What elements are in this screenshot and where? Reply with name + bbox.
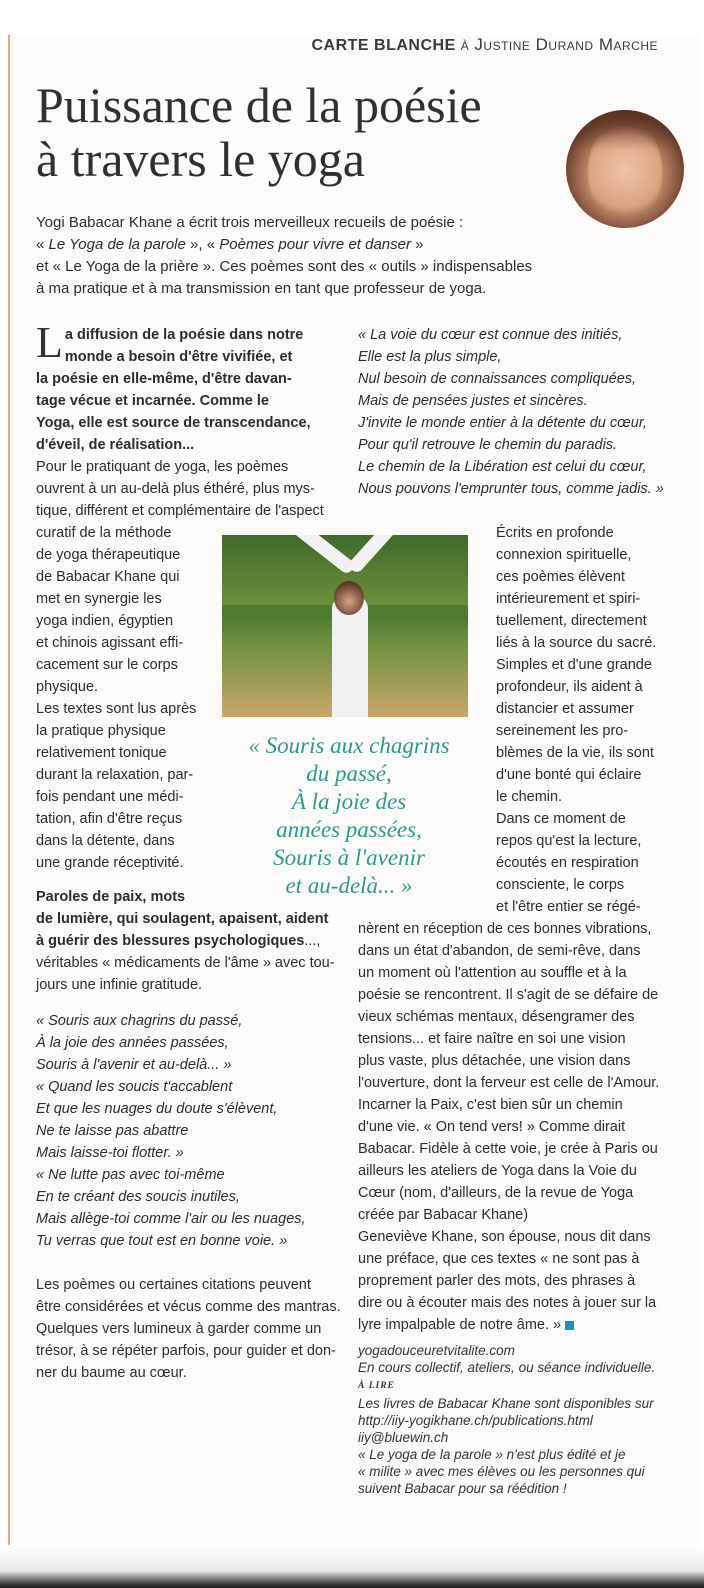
text-line: véritables « médicaments de l'âme » avec tou- (36, 955, 335, 971)
text-line: connexion spirituelle, (496, 547, 632, 563)
end-mark-icon (565, 1321, 574, 1330)
lead-paragraph (36, 318, 342, 456)
text-line: dans la détente, dans (36, 833, 175, 849)
bold-line: de lumière, qui soulagent, apaisent, aident (36, 911, 329, 927)
alire-line: suivent Babacar pour sa réédition ! (358, 1481, 567, 1496)
poem-line: Et que les nuages du doute s'élèvent, (36, 1101, 278, 1117)
text-line: et chinois agissant effi- (36, 635, 184, 651)
poem-left (36, 1010, 342, 1252)
lead-line: la poésie en elle-même, d'être davan- (36, 371, 292, 387)
bold-tail: ..., (304, 933, 321, 949)
text-line: une préface, que ces textes « ne sont pas à (358, 1251, 640, 1267)
text-line: proprement parler des mots, des phrases à (358, 1273, 636, 1289)
poem-line: Nous pouvons l'emprunter tous, comme jadis. » (358, 481, 664, 497)
text-line: blèmes de la vie, ils sont (496, 745, 654, 761)
pullquote-line: du passé, (306, 761, 392, 786)
text-line: d'une bonté qui éclaire (496, 767, 642, 783)
text-line: Quelques vers lumineux à garder comme un (36, 1321, 322, 1337)
text-line: et l'être entier se régé- (496, 899, 641, 915)
text-line: dans un état d'abandon, de semi-rêve, dans (358, 943, 641, 959)
intro-line-4: à ma pratique et à ma transmission en tant que professeur de yoga. (36, 280, 487, 297)
text-line: fois pendant une médi- (36, 789, 184, 805)
text-line: tique, différent et complémentaire de l'aspect (36, 503, 324, 519)
text-line: ner du baume au cœur. (36, 1365, 187, 1381)
text-line: une grande réceptivité. (36, 855, 184, 871)
intro-line-3: et « Le Yoga de la prière ». Ces poèmes sont des « outils » indispensables (36, 258, 533, 275)
intro-line-1: Yogi Babacar Khane a écrit trois merveilleux recueils de poésie : (36, 214, 464, 231)
text-line: ouvrent à un au-delà plus éthéré, plus mys- (36, 481, 315, 497)
text-line: cacement sur le corps (36, 657, 178, 673)
text-line: jours une infinie gratitude. (36, 977, 203, 993)
text-line: distancier et assumer (496, 701, 634, 717)
pullquote-line: À la joie des (291, 789, 407, 814)
text-line: de yoga thérapeutique (36, 547, 181, 563)
bold-line: à guérir des blessures psychologiques (36, 933, 305, 949)
poem-right (358, 324, 688, 500)
text-line: tuellement, directement (496, 613, 647, 629)
text-line: dire ou à écouter mais des notes à jouer sur la (358, 1295, 657, 1311)
poem-line: Mais de pensées justes et sincères. (358, 393, 588, 409)
article-title (36, 78, 576, 186)
lead-line: Yoga, elle est source de transcendance, (36, 415, 311, 431)
pullquote-line: « Souris aux chagrins (248, 733, 450, 758)
paragraph-3 (36, 886, 342, 996)
text-line: physique. (36, 679, 99, 695)
poem-line: Ne te laisse pas abattre (36, 1123, 189, 1139)
website-note: En cours collectif, ateliers, ou séance individuelle. (358, 1360, 656, 1375)
header-suffix: à Justine Durand Marche (460, 35, 658, 54)
title-line-2: à travers le yoga (36, 131, 366, 187)
text-line: Les poèmes ou certaines citations peuvent (36, 1277, 311, 1293)
text-line: de Babacar Khane qui (36, 569, 180, 585)
poem-line: À la joie des années passées, (36, 1035, 229, 1051)
alire-line: Les livres de Babacar Khane sont disponibles sur (358, 1396, 654, 1411)
text-line: trésor, à se répéter parfois, pour guider et don- (36, 1343, 336, 1359)
text-line: un moment où l'attention au souffle et à la (358, 965, 627, 981)
poem-line: Mais laisse-toi flotter. » (36, 1145, 184, 1161)
alire-line: « milite » avec mes élèves ou les personnes qui (358, 1464, 645, 1479)
drop-cap: L (36, 318, 63, 367)
poem-line: Mais allège-toi comme l'air ou les nuages, (36, 1211, 306, 1227)
text-line: l'ouverture, dont la ferveur est celle de l'Amour. (358, 1075, 660, 1091)
column-right-narrow (496, 522, 688, 918)
section-header (311, 35, 658, 55)
lead-line: tage vécue et incarnée. Comme le (36, 393, 269, 409)
text-line: Écrits en profonde (496, 525, 614, 541)
text-line: la pratique physique (36, 723, 166, 739)
pullquote-line: Souris à l'avenir (273, 845, 425, 870)
poem-line: Souris à l'avenir et au-delà... » (36, 1057, 232, 1073)
text-line: lyre impalpable de notre âme. » (358, 1317, 562, 1333)
text-line: sereinement les pro- (496, 723, 629, 739)
text-line: yoga indien, égyptien (36, 613, 174, 629)
text-line: Geneviève Khane, son épouse, nous dit dans (358, 1229, 651, 1245)
publications-link[interactable]: http://iiy-yogikhane.ch/publications.html (358, 1413, 593, 1428)
text-line: plus vaste, plus détachée, une vision dans (358, 1053, 631, 1069)
header-label: CARTE BLANCHE (311, 37, 456, 54)
pull-quote (214, 732, 484, 900)
website-link[interactable]: yogadouceuretvitalite.com (358, 1343, 515, 1358)
lead-line: a diffusion de la poésie dans notre (64, 327, 304, 343)
text-line: Dans ce moment de (496, 811, 626, 827)
poem-line: J'invite le monde entier à la détente du cœur, (358, 415, 647, 431)
intro-line-2: « Le Yoga de la parole », « Poèmes pour vivre et danser » (36, 236, 424, 253)
text-line: poésie se rencontrent. Il s'agit de se défaire de (358, 987, 659, 1003)
yoga-photo (222, 535, 468, 717)
poem-line: « La voie du cœur est connue des initiés, (358, 327, 623, 343)
text-line: profondeur, ils aident à (496, 679, 643, 695)
text-line: repos qu'est la lecture, (496, 833, 642, 849)
alire-line: « Le yoga de la parole » n'est plus édité et je (358, 1447, 626, 1462)
text-line: relativement tonique (36, 745, 167, 761)
text-line: ces poèmes élèvent (496, 569, 625, 585)
text-line: ailleurs les ateliers de Yoga dans la Voie du (358, 1163, 637, 1179)
poem-line: Nul besoin de connaissances compliquées, (358, 371, 637, 387)
lead-line: d'éveil, de réalisation... (36, 437, 195, 453)
poem-line: Elle est la plus simple, (358, 349, 502, 365)
text-line: consciente, le corps (496, 877, 625, 893)
pullquote-line: et au-delà... » (285, 873, 413, 898)
text-line: le chemin. (496, 789, 563, 805)
poem-line: « Ne lutte pas avec toi-même (36, 1167, 225, 1183)
book-title-2: Poèmes pour vivre et danser (219, 236, 411, 253)
text-line: Les textes sont lus après (36, 701, 197, 717)
text-line: Simples et d'une grande (496, 657, 652, 673)
text-line: durant la relaxation, par- (36, 767, 194, 783)
text-line: écoutés en respiration (496, 855, 639, 871)
text-line: Incarner la Paix, c'est bien sûr un chemin (358, 1097, 623, 1113)
scan-bottom-edge (0, 1545, 704, 1588)
bold-line: Paroles de paix, mots (36, 889, 186, 905)
sources-block (358, 1342, 688, 1497)
email-link[interactable]: iiy@bluewin.ch (358, 1430, 449, 1445)
poem-line: En te créant des soucis inutiles, (36, 1189, 240, 1205)
article-intro (36, 212, 576, 300)
alire-label: À LIRE (358, 1381, 395, 1391)
text-line: d'une vie. « On tend vers! » Comme dirait (358, 1119, 626, 1135)
text-line: Cœur (nom, d'ailleurs, de la revue de Yoga (358, 1185, 634, 1201)
title-line-1: Puissance de la poésie (36, 77, 482, 133)
text-line: liés à la source du sacré. (496, 635, 657, 651)
poem-line: « Souris aux chagrins du passé, (36, 1013, 243, 1029)
text-line: tensions... et faire naître en soi une vision (358, 1031, 626, 1047)
text-line: Pour le pratiquant de yoga, les poèmes (36, 459, 289, 475)
pullquote-line: années passées, (276, 817, 422, 842)
text-line: tation, afin d'être reçus (36, 811, 183, 827)
poem-line: « Quand les soucis t'accablent (36, 1079, 233, 1095)
poem-line: Le chemin de la Libération est celui du cœur, (358, 459, 647, 475)
author-portrait (566, 110, 684, 228)
lead-line: monde a besoin d'être vivifiée, et (64, 349, 293, 365)
text-line: met en synergie les (36, 591, 162, 607)
column-right-wide (358, 918, 688, 1497)
text-line: Babacar. Fidèle à cette voie, je crée à Paris ou (358, 1141, 658, 1157)
text-line: nèrent en réception de ces bonnes vibrations, (358, 921, 652, 937)
paragraph-4 (36, 1274, 342, 1384)
text-line: créée par Babacar Khane) (358, 1207, 529, 1223)
text-line: intérieurement et spiri- (496, 591, 641, 607)
poem-line: Tu verras que tout est en bonne voie. » (36, 1233, 288, 1249)
text-line: curatif de la méthode (36, 525, 172, 541)
text-line: être considérées et vécus comme des mantras. (36, 1299, 341, 1315)
book-title-1: Le Yoga de la parole (48, 236, 186, 253)
text-line: vieux schémas mentaux, désengramer des (358, 1009, 635, 1025)
top-margin (0, 0, 704, 35)
poem-line: Pour qu'il retrouve le chemin du paradis. (358, 437, 618, 453)
